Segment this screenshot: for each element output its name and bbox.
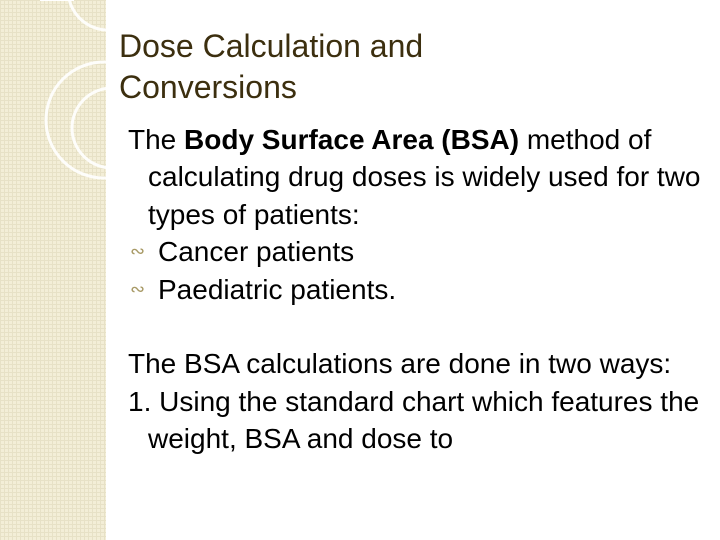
intro-prefix: The — [128, 124, 185, 155]
slide-title-line-2: Conversions — [119, 69, 297, 105]
decorative-side-strip — [0, 0, 106, 540]
bullet-text: Cancer patients — [158, 236, 355, 268]
slide-title — [119, 26, 679, 108]
numbered-item-1: 1. Using the standard chart which features the weight, BSA and dose to — [128, 385, 700, 455]
bullet-text: Paediatric patients. — [158, 273, 397, 305]
ways-paragraph: The BSA calculations are done in two ways: — [128, 348, 672, 380]
slide-body — [128, 121, 708, 458]
list-item — [128, 233, 708, 270]
slide-title-line-1: Dose Calculation and — [119, 28, 424, 64]
curl-bullet-icon: ∾ — [130, 241, 146, 262]
intro-paragraph — [128, 121, 708, 233]
intro-bold-term: Body Surface Area (BSA) — [184, 124, 520, 155]
blank-line — [128, 308, 708, 345]
list-item — [128, 271, 708, 308]
curl-bullet-icon: ∾ — [130, 278, 146, 299]
intro-suffix: method of calculating drug doses is widely used for two types of patients: — [148, 124, 701, 230]
decorative-rings — [0, 0, 106, 540]
